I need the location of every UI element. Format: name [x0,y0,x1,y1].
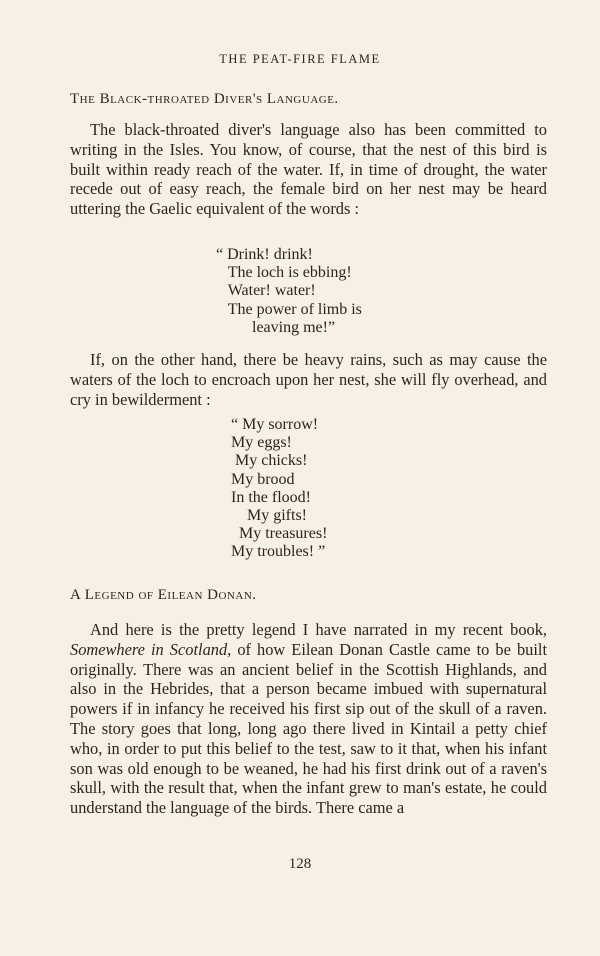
poem-line: “ My sorrow! [231,416,319,433]
book-title: Somewhere in Scotland, [70,639,232,659]
poem-line: Water! water! [216,282,316,300]
section-heading-eilean-donan: A Legend of Eilean Donan. [70,587,257,603]
poem-sorrow [231,416,327,562]
running-head: THE PEAT-FIRE FLAME [219,52,381,66]
poem-line: In the flood! [231,488,311,506]
poem-line: My treasures! [231,525,328,543]
poem-line: My gifts! [231,507,307,525]
poem-line: My troubles! ” [231,543,326,561]
poem-line: My eggs! [231,434,292,452]
paragraph-heavy-rains [70,350,547,409]
paragraph-text: The black-throated diver's language also has been committed to writing in the Isles. You know, of course, that the nest of this bird is built within ready reach of the water. If, in time of drought, the water recede out of easy reach, the female bird on her nest may be heard uttering the Gaelic equivalent of the words : [70,120,547,219]
legend-text-start: And here is the pretty legend I have narrated in my recent book, [90,620,547,639]
poem-line: “ Drink! drink! [216,246,313,263]
poem-line: The power of limb is [216,300,362,318]
poem-line: My chicks! [231,452,308,470]
poem-drink [216,246,362,337]
paragraph-text [70,620,547,818]
poem-line: The loch is ebbing! [216,264,352,282]
paragraph-diver-intro [70,120,547,219]
paragraph-eilean-donan-legend [70,620,547,818]
paragraph-text: If, on the other hand, there be heavy rains, such as may cause the waters of the loch to encroach upon her nest, she will fly overhead, and cry in bewilderment : [70,350,547,409]
section-heading-diver: The Black-throated Diver's Language. [70,91,339,107]
page-number: 128 [288,856,312,872]
poem-line: leaving me!” [216,318,336,336]
poem-line: My brood [231,470,295,488]
legend-text-rest: of how Eilean Donan Castle came to be built originally. There was an ancient belief in the Scottish Highlands, and also in the Hebrides, that a person became imbued with supernatural powers if in infancy he received his first sip out of the skull of a raven. The story goes that long, long ago there lived in Kintail a petty chief who, in order to put this belief to the test, saw to it that, when his infant son was old enough to be weaned, he had his first drink out of a raven's skull, with the result that, when the infant grew to man's estate, he could understand the language of the birds. There came a [70,639,547,818]
